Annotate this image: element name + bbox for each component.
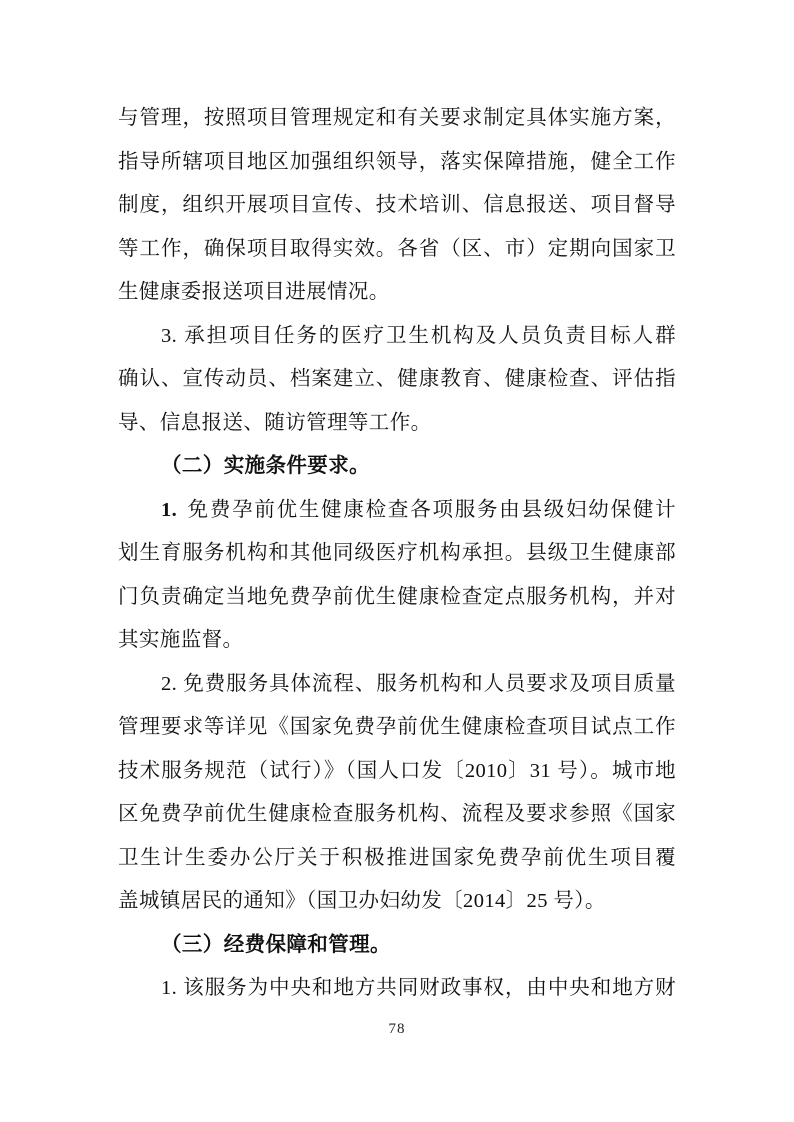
section-heading: （二）实施条件要求。 xyxy=(161,455,370,477)
text-line: 其实施监督。 xyxy=(118,629,244,651)
text-line: 与管理，按照项目管理规定和有关要求制定具体实施方案， xyxy=(118,107,676,129)
text-line: 制度，组织开展项目宣传、技术培训、信息报送、项目督导 xyxy=(118,194,676,216)
section-heading: （三）经费保障和管理。 xyxy=(161,933,391,956)
text-line: 2. 免费服务具体流程、服务机构和人员要求及项目质量 xyxy=(161,672,676,695)
text-line: 卫生计生委办公厅关于积极推进国家免费孕前优生项目覆 xyxy=(118,846,676,869)
bold-list-number: 1. xyxy=(161,498,178,521)
text-line: 盖城镇居民的通知》（国卫办妇幼发〔2014〕25 号）。 xyxy=(118,890,606,912)
document-body xyxy=(118,97,676,1011)
text-line: 导、信息报送、随访管理等工作。 xyxy=(118,411,432,434)
text-line: 确认、宣传动员、档案建立、健康教育、健康检查、评估指 xyxy=(118,368,676,390)
text-line: 3. 承担项目任务的医疗卫生机构及人员负责目标人群 xyxy=(161,324,676,347)
text-line: 指导所辖项目地区加强组织领导，落实保障措施，健全工作 xyxy=(118,150,676,173)
text-line: 划生育服务机构和其他同级医疗机构承担。县级卫生健康部 xyxy=(118,542,676,564)
page-number: 78 xyxy=(388,1021,406,1037)
text-line xyxy=(118,489,676,533)
text-line: 技术服务规范（试行）》（国人口发〔2010〕31 号）。城市地 xyxy=(118,759,676,782)
text-line: 等工作，确保项目取得实效。各省（区、市）定期向国家卫 xyxy=(118,237,676,260)
text-line: 门负责确定当地免费孕前优生健康检查定点服务机构，并对 xyxy=(118,585,676,608)
text-segment: 免费孕前优生健康检查各项服务由县级妇幼保健计 xyxy=(186,498,676,521)
text-line: 生健康委报送项目进展情况。 xyxy=(118,281,390,303)
text-line: 管理要求等详见《国家免费孕前优生健康检查项目试点工作 xyxy=(118,716,676,738)
text-line: 1. 该服务为中央和地方共同财政事权，由中央和地方财 xyxy=(161,977,676,999)
text-line: 区免费孕前优生健康检查服务机构、流程及要求参照《国家 xyxy=(118,803,676,825)
